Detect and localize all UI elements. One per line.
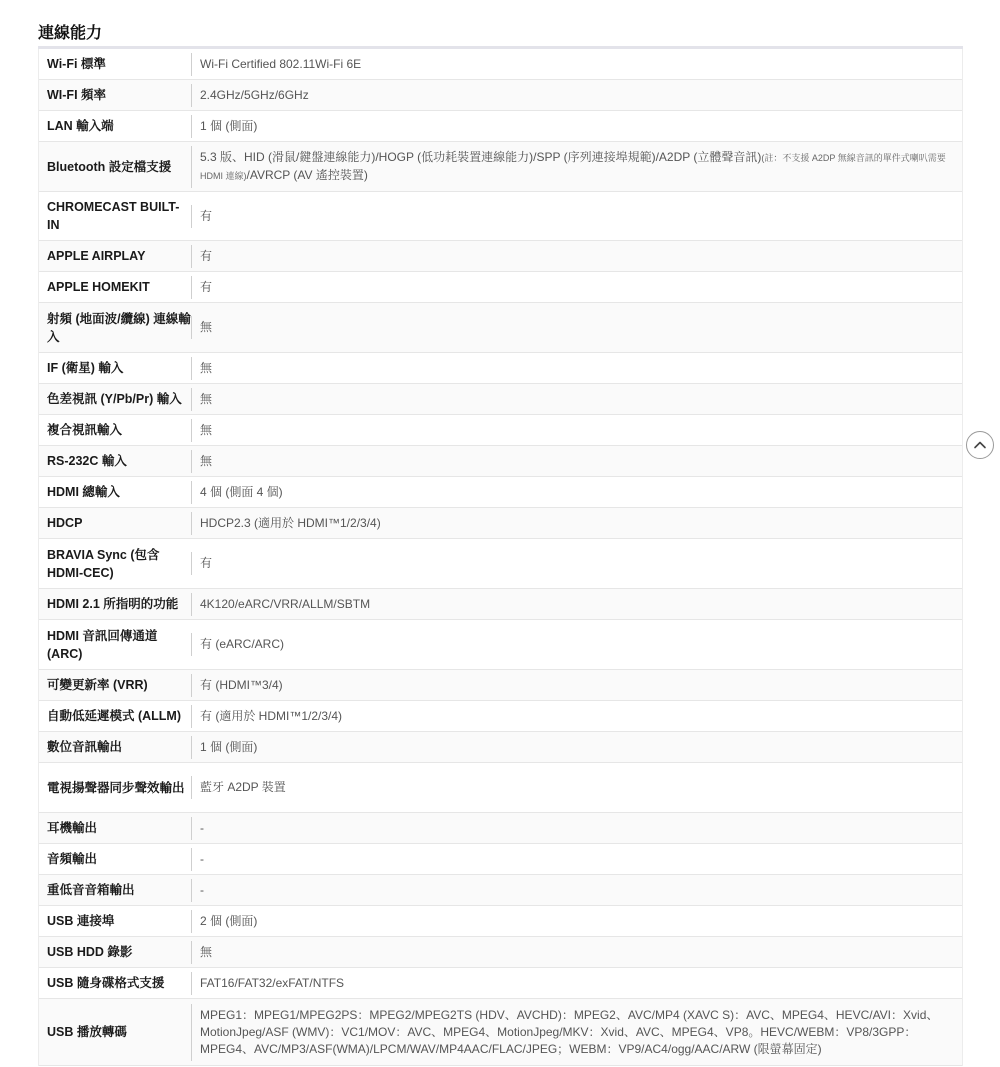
spec-value [191,879,962,902]
spec-label: USB 播放轉碼 [47,1025,127,1039]
spec-value [191,276,962,299]
spec-value [191,776,962,799]
spec-label: IF (衛星) 輸入 [47,361,124,375]
spec-value [191,674,962,697]
spec-value [191,512,962,535]
spec-table [38,49,963,1066]
spec-value [191,419,962,442]
spec-label: 耳機輸出 [47,821,98,835]
spec-value-text: 有 (eARC/ARC) [200,637,285,651]
spec-label: 電視揚聲器同步聲效輸出 [47,780,185,795]
spec-value [191,593,962,616]
spec-label: LAN 輸入端 [47,119,114,133]
spec-row [39,192,962,241]
spec-value-text: Wi-Fi Certified 802.11Wi-Fi 6E [200,56,362,71]
spec-label: 複合視訊輸入 [47,423,123,437]
spec-row [39,999,962,1066]
spec-value-text: 有 [200,279,213,294]
spec-row [39,763,962,813]
spec-row [39,241,962,272]
spec-row [39,415,962,446]
spec-value-text: 藍牙 A2DP 裝置 [200,780,286,794]
spec-value-text: - [200,851,204,866]
spec-label: 可變更新率 (VRR) [47,678,148,692]
spec-value-text: 4K120/eARC/VRR/ALLM/SBTM [200,596,371,611]
spec-label: RS-232C 輸入 [47,454,127,468]
spec-row [39,937,962,968]
spec-row [39,732,962,763]
spec-row [39,968,962,999]
spec-row [39,272,962,303]
spec-value [191,450,962,473]
spec-row [39,701,962,732]
spec-row [39,670,962,701]
spec-label: HDMI 音訊回傳通道 (ARC) [47,628,158,661]
spec-label: 色差視訊 (Y/Pb/Pr) 輸入 [47,392,182,406]
spec-value [191,53,962,76]
spec-row [39,384,962,415]
spec-label: 重低音音箱輸出 [47,883,135,897]
spec-row [39,142,962,192]
spec-value [191,848,962,871]
spec-label: HDCP [47,516,83,530]
spec-label: Bluetooth 設定檔支援 [47,159,172,174]
spec-value [191,972,962,995]
spec-row [39,49,962,80]
spec-row [39,875,962,906]
spec-row [39,906,962,937]
spec-row [39,620,962,670]
spec-label: WI-FI 頻率 [47,88,107,102]
spec-value [191,146,962,188]
spec-value [191,84,962,107]
spec-value-text: 無 [200,422,213,437]
spec-value-text: HDCP2.3 (適用於 HDMI™1/2/3/4) [200,515,381,530]
spec-label: 射頻 (地面波/纜線) 連線輸入 [47,311,191,344]
spec-value-text: 有 [200,248,213,263]
spec-value [191,388,962,411]
spec-label: 自動低延遲模式 (ALLM) [47,709,182,723]
spec-value-text: 5.3 版、HID (滑鼠/鍵盤連線能力)/HOGP (低功耗裝置連線能力)/SPP (序列連接埠規範)/A2DP (立體聲音訊) [200,149,762,164]
spec-value-text: 有 [200,208,213,223]
spec-row [39,508,962,539]
spec-label: APPLE HOMEKIT [47,280,150,294]
spec-value [191,910,962,933]
spec-value [191,941,962,964]
spec-value-text: 2 個 (側面) [200,913,258,928]
spec-value-text: 2.4GHz/5GHz/6GHz [200,87,309,102]
spec-label: BRAVIA Sync (包含 HDMI-CEC) [47,547,160,580]
spec-value-text: 1 個 (側面) [200,118,258,133]
spec-value-text: FAT16/FAT32/exFAT/NTFS [200,975,345,990]
spec-value-note: (註：不支援 A2DP 無線音訊的單件式喇叭需要 HDMI 連線) [200,152,946,181]
spec-label: USB 連接埠 [47,914,115,928]
spec-value [191,552,962,575]
scroll-to-top-button[interactable] [966,431,994,459]
spec-value-text: 無 [200,944,213,959]
spec-row [39,539,962,589]
spec-label: 數位音訊輸出 [47,740,123,754]
spec-row [39,589,962,620]
spec-label: USB HDD 錄影 [47,945,133,959]
spec-label: Wi-Fi 標準 [47,57,106,71]
spec-row [39,80,962,111]
spec-value [191,1004,962,1061]
spec-value [191,205,962,228]
spec-value [191,357,962,380]
spec-value-text: 無 [200,453,213,468]
spec-value-text: - [200,882,204,897]
spec-value [191,705,962,728]
spec-value-text: 無 [200,320,213,334]
section-title: 連線能力 [38,25,103,42]
spec-value [191,481,962,504]
spec-row [39,353,962,384]
spec-value-text: MPEG1：MPEG1/MPEG2PS：MPEG2/MPEG2TS (HDV、AVCHD)：MPEG2、AVC/MP4 (XAVC S)：AVC、MPEG4、HEVC/AVI：Xvid、MotionJpeg/ASF (WMV)：VC1/MOV：AVC、MPEG4、MotionJpeg/MKV：Xvid、AVC、MPEG4、VP8。HEVC/WEBM：VP8/3GPP：MPEG4、AVC/MP3/ASF(WMA)/LPCM/WAV/MP4AAC/FLAC/JPEG；WEBM：VP9/AC4/ogg/AAC/ARW (限螢幕固定) [200,1007,939,1056]
spec-label: USB 隨身碟格式支援 [47,976,165,990]
spec-label: 音頻輸出 [47,852,98,866]
spec-value-text: 4 個 (側面 4 個) [200,484,283,499]
spec-label: HDMI 總輸入 [47,485,120,499]
spec-label: APPLE AIRPLAY [47,249,146,263]
spec-row [39,446,962,477]
chevron-up-icon [973,438,987,452]
spec-value-text: - [200,820,204,835]
spec-value-text: 有 (適用於 HDMI™1/2/3/4) [200,708,343,723]
spec-row [39,844,962,875]
spec-value-text: 有 (HDMI™3/4) [200,677,283,692]
spec-value-text: 無 [200,360,213,375]
spec-value-text: 1 個 (側面) [200,739,258,754]
spec-value [191,115,962,138]
spec-value [191,633,962,656]
spec-value-text: 無 [200,391,213,406]
spec-row [39,813,962,844]
spec-value [191,736,962,759]
spec-value [191,817,962,840]
spec-value [191,316,962,339]
spec-value-tail: /AVRCP (AV 遙控裝置) [246,167,368,182]
spec-row [39,111,962,142]
spec-value [191,245,962,268]
spec-label: CHROMECAST BUILT-IN [47,200,180,232]
spec-label: HDMI 2.1 所指明的功能 [47,597,179,611]
spec-row [39,477,962,508]
spec-row [39,303,962,353]
spec-value-text: 有 [200,556,213,570]
